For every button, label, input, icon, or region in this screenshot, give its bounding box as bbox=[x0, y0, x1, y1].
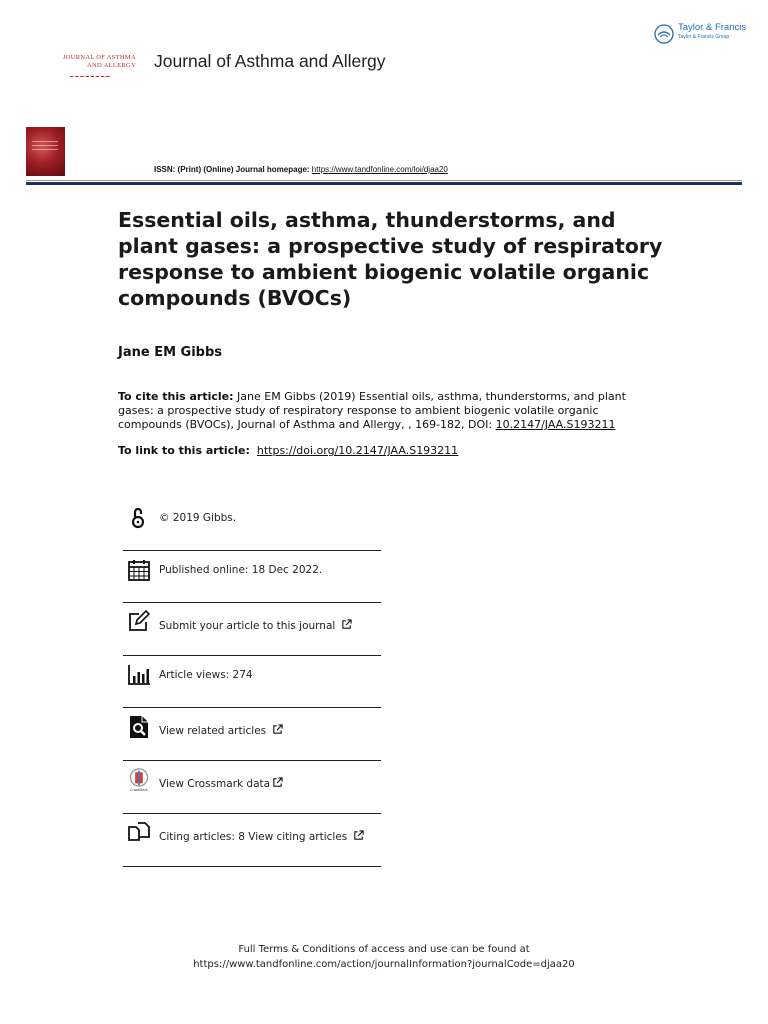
footer bbox=[0, 942, 768, 972]
copyright-text: © 2019 Gibbs. bbox=[159, 512, 237, 524]
published-text: Published online: 18 Dec 2022. bbox=[159, 564, 323, 576]
footer-terms-text: Full Terms & Conditions of access and use can be found at bbox=[238, 944, 530, 955]
publisher-name: Taylor & Francis bbox=[678, 22, 747, 33]
journal-homepage-link[interactable]: https://www.tandfonline.com/loi/djaa20 bbox=[311, 165, 448, 174]
divider bbox=[123, 550, 381, 551]
publisher-group: Taylor & Francis Group bbox=[678, 34, 730, 40]
external-link-icon bbox=[353, 830, 364, 841]
citing-articles-text: Citing articles: 8 View citing articles bbox=[159, 831, 348, 843]
taylor-francis-icon bbox=[654, 24, 674, 44]
related-articles-text: View related articles bbox=[159, 725, 267, 737]
crossmark-text: View Crossmark data bbox=[159, 778, 271, 790]
journal-logo bbox=[44, 54, 136, 80]
document-search-icon bbox=[127, 715, 151, 739]
svg-text:CrossMark: CrossMark bbox=[130, 788, 148, 792]
calendar-icon bbox=[127, 558, 151, 582]
external-link-icon bbox=[341, 619, 352, 630]
submit-article-text: Submit your article to this journal bbox=[159, 620, 336, 632]
journal-title: Journal of Asthma and Allergy bbox=[154, 51, 386, 71]
article-doi-link[interactable]: https://doi.org/10.2147/JAA.S193211 bbox=[256, 444, 459, 457]
external-link-icon bbox=[272, 777, 283, 788]
citation-block bbox=[118, 390, 638, 432]
edit-icon bbox=[127, 610, 151, 634]
open-access-icon bbox=[127, 506, 151, 530]
article-author: Jane EM Gibbs bbox=[118, 345, 223, 360]
divider bbox=[123, 866, 381, 867]
copy-documents-icon bbox=[127, 821, 151, 845]
footer-terms-link[interactable]: https://www.tandfonline.com/action/journalInformation?journalCode=djaa20 bbox=[193, 959, 575, 970]
divider bbox=[123, 760, 381, 761]
article-views-text: Article views: 274 bbox=[159, 669, 253, 681]
divider bbox=[123, 813, 381, 814]
issn-prefix: ISSN: (Print) (Online) Journal homepage: bbox=[154, 165, 312, 174]
citation-text: Jane EM Gibbs (2019) Essential oils, asthma, thunderstorms, and plant gases: a prospective study of respiratory response to ambient biogenic volatile organic compounds (BVOCs), Journal of Asthma and Allergy, , 169-182, DOI: bbox=[118, 390, 626, 431]
journal-logo-subline: ▬ ▬ ▬ ▬ ▬ ▬ ▬ ▬ bbox=[69, 74, 111, 78]
journal-logo-line1: JOURNAL OF ASTHMA bbox=[62, 54, 136, 61]
divider bbox=[123, 655, 381, 656]
citation-doi-link[interactable]: 10.2147/JAA.S193211 bbox=[495, 418, 616, 431]
issn-line bbox=[154, 165, 448, 174]
divider bbox=[123, 707, 381, 708]
journal-cover-image bbox=[26, 127, 65, 176]
copyright-item bbox=[123, 506, 381, 559]
article-title: Essential oils, asthma, thunderstorms, and plant gases: a prospective study of respiratory response to ambient biogenic volatile organic compounds (BVOCs) bbox=[118, 208, 663, 310]
header-divider-thin bbox=[26, 180, 742, 181]
journal-logo-line2: AND ALLERGY bbox=[87, 61, 136, 69]
bar-chart-icon bbox=[127, 663, 151, 687]
external-link-icon bbox=[272, 724, 283, 735]
link-label: To link to this article: bbox=[118, 444, 250, 457]
divider bbox=[123, 602, 381, 603]
published-item bbox=[123, 558, 381, 611]
article-link-line bbox=[118, 444, 458, 457]
crossmark-icon bbox=[127, 768, 151, 792]
publisher-logo bbox=[654, 22, 754, 48]
citation-label: To cite this article: bbox=[118, 390, 234, 403]
article-views-item bbox=[123, 663, 381, 716]
header-divider bbox=[26, 182, 742, 185]
